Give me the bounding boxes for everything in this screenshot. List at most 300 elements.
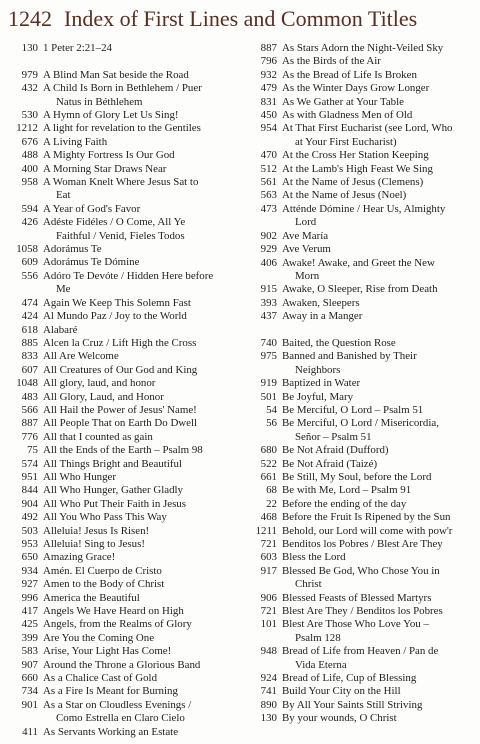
hymn-title-line: America the Beautiful bbox=[43, 591, 140, 604]
index-entry bbox=[245, 592, 475, 605]
hymn-number: 958 bbox=[21, 176, 38, 189]
hymn-title-line: Blessed Feasts of Blessed Martyrs bbox=[282, 591, 432, 604]
hymn-title-line: A Morning Star Draws Near bbox=[43, 162, 167, 175]
index-entry bbox=[6, 444, 236, 457]
hymn-title bbox=[282, 605, 475, 618]
hymn-number: 741 bbox=[260, 685, 277, 698]
index-entry bbox=[245, 525, 475, 538]
hymn-title bbox=[43, 176, 236, 203]
hymn-title-line: All Who Hunger bbox=[43, 470, 116, 483]
hymn-number: 470 bbox=[260, 149, 277, 162]
hymn-title-line: Alcen la Cruz / Lift High the Cross bbox=[43, 336, 197, 349]
hymn-title-continuation: Vida Eterna bbox=[295, 658, 347, 671]
index-entry bbox=[245, 257, 475, 284]
index-entry bbox=[245, 685, 475, 698]
hymn-number: 425 bbox=[21, 618, 38, 631]
hymn-title bbox=[282, 685, 475, 698]
hymn-title-line: All the Ends of the Earth – Psalm 98 bbox=[43, 444, 203, 457]
hymn-title bbox=[282, 538, 475, 551]
hymn-title bbox=[282, 310, 475, 323]
hymn-title bbox=[43, 592, 236, 605]
hymn-title-line: Are You the Coming One bbox=[43, 631, 155, 644]
index-entry bbox=[6, 122, 236, 135]
hymn-title-continuation: Me bbox=[56, 283, 71, 296]
hymn-title-line: Be with Me, Lord – Psalm 91 bbox=[282, 484, 412, 497]
hymn-title-line: A Woman Knelt Where Jesus Sat to bbox=[43, 176, 199, 189]
index-entry bbox=[6, 605, 236, 618]
index-entry bbox=[245, 163, 475, 176]
hymn-title bbox=[43, 618, 236, 631]
hymn-number: 833 bbox=[21, 350, 38, 363]
index-entry bbox=[6, 618, 236, 631]
hymn-number: 432 bbox=[21, 82, 38, 95]
hymn-number: 574 bbox=[21, 457, 38, 470]
hymn-number: 618 bbox=[21, 323, 38, 336]
hymn-number: 22 bbox=[266, 497, 277, 510]
hymn-title bbox=[43, 69, 236, 82]
hymn-title-line: At That First Eucharist (see Lord, Who bbox=[282, 122, 453, 135]
hymn-title-line: All Are Welcome bbox=[43, 350, 119, 363]
hymn-title bbox=[43, 163, 236, 176]
index-entry bbox=[245, 498, 475, 511]
hymn-title bbox=[282, 592, 475, 605]
index-entry bbox=[6, 297, 236, 310]
hymn-number: 917 bbox=[260, 564, 277, 577]
hymn-title bbox=[282, 337, 475, 350]
hymn-number: 902 bbox=[260, 229, 277, 242]
hymn-title-line: At the Name of Jesus (Noel) bbox=[282, 189, 407, 202]
hymn-title-line: A light for revelation to the Gentiles bbox=[43, 122, 201, 135]
hymn-number: 473 bbox=[260, 202, 277, 215]
hymn-number: 796 bbox=[260, 55, 277, 68]
hymn-title bbox=[282, 122, 475, 149]
hymn-title-line: Ave Verum bbox=[282, 243, 331, 256]
hymn-number: 1211 bbox=[255, 524, 277, 537]
hymn-number: 563 bbox=[260, 189, 277, 202]
index-entry bbox=[6, 578, 236, 591]
hymn-number: 474 bbox=[21, 296, 38, 309]
hymn-number: 503 bbox=[21, 524, 38, 537]
hymn-title-line: As Stars Adorn the Night-Veiled Sky bbox=[282, 42, 444, 54]
index-entry bbox=[6, 377, 236, 390]
index-entry bbox=[245, 645, 475, 672]
hymn-title-line: Away in a Manger bbox=[282, 310, 363, 323]
hymn-number: 479 bbox=[260, 82, 277, 95]
hymn-title bbox=[43, 324, 236, 337]
index-entry bbox=[6, 109, 236, 122]
hymn-title-line: Around the Throne a Glorious Band bbox=[43, 658, 201, 671]
hymn-title-line: As a Chalice Cast of Gold bbox=[43, 672, 158, 685]
hymn-title-line: Be Merciful, O Lord / Misericordia, bbox=[282, 417, 439, 430]
index-entry bbox=[245, 391, 475, 404]
index-entry bbox=[245, 310, 475, 323]
hymn-title bbox=[282, 417, 475, 444]
hymn-title-line: Alleluia! Jesus Is Risen! bbox=[43, 524, 150, 537]
hymn-title-line: As We Gather at Your Table bbox=[282, 95, 404, 108]
hymn-title bbox=[282, 230, 475, 243]
hymn-title-line: Again We Keep This Solemn Fast bbox=[43, 296, 191, 309]
hymn-number: 561 bbox=[260, 176, 277, 189]
hymn-number: 130 bbox=[260, 712, 277, 725]
hymn-title bbox=[43, 484, 236, 497]
hymn-number: 426 bbox=[21, 216, 38, 229]
hymn-title-line: All Hail the Power of Jesus' Name! bbox=[43, 403, 197, 416]
hymn-title-continuation: at Your First Eucharist) bbox=[295, 135, 397, 148]
index-entry bbox=[245, 712, 475, 725]
hymn-title bbox=[282, 551, 475, 564]
hymn-number: 566 bbox=[21, 403, 38, 416]
hymn-number: 68 bbox=[266, 484, 277, 497]
hymn-title-continuation: Christ bbox=[295, 578, 322, 591]
hymn-title-line: By your wounds, O Christ bbox=[282, 712, 397, 725]
hymn-number: 975 bbox=[260, 350, 277, 363]
hymn-title bbox=[43, 538, 236, 551]
index-entry bbox=[6, 431, 236, 444]
hymn-number: 56 bbox=[266, 417, 277, 430]
hymn-number: 468 bbox=[260, 511, 277, 524]
hymn-title bbox=[282, 203, 475, 230]
hymn-number: 996 bbox=[21, 591, 38, 604]
hymn-title bbox=[282, 42, 475, 55]
index-entry bbox=[6, 163, 236, 176]
index-entry bbox=[6, 511, 236, 524]
hymn-number: 1212 bbox=[16, 122, 38, 135]
index-entry bbox=[245, 96, 475, 109]
hymn-title-line: All glory, laud, and honor bbox=[43, 377, 156, 390]
hymn-number: 411 bbox=[22, 725, 38, 738]
index-column-right bbox=[245, 42, 475, 726]
hymn-title bbox=[282, 404, 475, 417]
hymn-title-line: Blessed Be God, Who Chose You in bbox=[282, 564, 440, 577]
hymn-title-line: As a Star on Cloudless Evenings / bbox=[43, 698, 192, 711]
hymn-title bbox=[282, 444, 475, 457]
index-entry bbox=[245, 55, 475, 68]
index-entry bbox=[6, 458, 236, 471]
hymn-number: 661 bbox=[260, 470, 277, 483]
hymn-number: 1048 bbox=[16, 377, 38, 390]
hymn-number: 492 bbox=[21, 511, 38, 524]
index-entry bbox=[6, 391, 236, 404]
hymn-number: 734 bbox=[21, 685, 38, 698]
hymn-title bbox=[282, 484, 475, 497]
hymn-title-continuation: Psalm 128 bbox=[295, 631, 341, 644]
hymn-number: 101 bbox=[260, 618, 277, 631]
section-gap bbox=[245, 324, 475, 337]
hymn-number: 953 bbox=[21, 538, 38, 551]
hymn-title-line: Ave María bbox=[282, 229, 329, 242]
hymn-number: 437 bbox=[260, 310, 277, 323]
index-entry bbox=[6, 82, 236, 109]
index-entry bbox=[245, 538, 475, 551]
hymn-title-line: Alabaré bbox=[43, 323, 78, 336]
hymn-title-line: Awaken, Sleepers bbox=[282, 296, 360, 309]
index-entry bbox=[6, 149, 236, 162]
hymn-number: 522 bbox=[260, 457, 277, 470]
hymn-title-line: Benditos los Pobres / Blest Are They bbox=[282, 538, 443, 551]
hymn-title-line: Adóro Te Devóte / Hidden Here before bbox=[43, 269, 214, 282]
hymn-title-continuation: Eat bbox=[56, 189, 71, 202]
index-entry bbox=[245, 484, 475, 497]
hymn-title-line: Blest Are Those Who Love You – bbox=[282, 618, 429, 631]
index-entry bbox=[6, 592, 236, 605]
index-entry bbox=[245, 297, 475, 310]
index-entry bbox=[6, 270, 236, 297]
index-entry bbox=[6, 256, 236, 269]
index-entry bbox=[6, 551, 236, 564]
index-entry bbox=[6, 350, 236, 363]
hymn-title bbox=[43, 404, 236, 417]
hymn-title-line: All Who Hunger, Gather Gladly bbox=[43, 484, 183, 497]
hymn-number: 603 bbox=[260, 551, 277, 564]
hymn-title-line: Before the ending of the day bbox=[282, 497, 407, 510]
hymn-title-line: All Glory, Laud, and Honor bbox=[43, 390, 164, 403]
index-entry bbox=[6, 498, 236, 511]
hymn-title bbox=[282, 645, 475, 672]
hymn-title bbox=[282, 176, 475, 189]
hymn-number: 831 bbox=[260, 95, 277, 108]
hymn-number: 680 bbox=[260, 444, 277, 457]
hymn-number: 512 bbox=[260, 162, 277, 175]
index-entry bbox=[245, 189, 475, 202]
index-entry bbox=[245, 511, 475, 524]
hymn-number: 948 bbox=[260, 645, 277, 658]
index-entry bbox=[245, 404, 475, 417]
hymn-title-line: Amén. El Cuerpo de Cristo bbox=[43, 564, 162, 577]
hymn-number: 844 bbox=[21, 484, 38, 497]
index-column-left bbox=[6, 42, 236, 739]
hymn-title-line: As with Gladness Men of Old bbox=[282, 109, 413, 122]
index-entry bbox=[6, 685, 236, 698]
hymn-number: 660 bbox=[21, 672, 38, 685]
hymn-number: 609 bbox=[21, 256, 38, 269]
hymn-title-continuation: Natus in Béthlehem bbox=[56, 95, 143, 108]
hymn-number: 901 bbox=[21, 698, 38, 711]
index-entry bbox=[6, 203, 236, 216]
hymn-title bbox=[43, 377, 236, 390]
index-entry bbox=[6, 136, 236, 149]
hymn-title-line: All You Who Pass This Way bbox=[43, 511, 167, 524]
index-entry bbox=[245, 565, 475, 592]
hymn-number: 924 bbox=[260, 672, 277, 685]
hymn-title bbox=[43, 605, 236, 618]
hymn-title-line: Bless the Lord bbox=[282, 551, 346, 564]
index-entry bbox=[245, 551, 475, 564]
hymn-number: 721 bbox=[260, 538, 277, 551]
hymn-title-line: As Servants Working an Estate bbox=[43, 725, 179, 738]
hymn-title-line: A Blind Man Sat beside the Road bbox=[43, 68, 189, 81]
index-entry bbox=[6, 672, 236, 685]
index-entry bbox=[245, 377, 475, 390]
hymn-title-line: Alleluia! Sing to Jesus! bbox=[43, 538, 145, 551]
hymn-title-line: Adorámus Te bbox=[43, 243, 102, 256]
hymn-title bbox=[43, 551, 236, 564]
index-entry bbox=[245, 230, 475, 243]
hymn-title bbox=[43, 525, 236, 538]
hymn-title-line: Behold, our Lord will come with pow'r bbox=[282, 524, 453, 537]
index-entry bbox=[6, 645, 236, 658]
hymn-title-line: Be Merciful, O Lord – Psalm 51 bbox=[282, 403, 424, 416]
index-entry bbox=[6, 659, 236, 672]
hymn-title bbox=[43, 109, 236, 122]
hymn-title-line: All People That on Earth Do Dwell bbox=[43, 417, 198, 430]
hymn-title bbox=[282, 69, 475, 82]
hymn-title-line: As a Fire Is Meant for Burning bbox=[43, 685, 178, 698]
hymn-number: 594 bbox=[21, 202, 38, 215]
index-entry bbox=[6, 243, 236, 256]
hymn-number: 583 bbox=[21, 645, 38, 658]
index-entry bbox=[245, 471, 475, 484]
hymn-title-line: Awake, O Sleeper, Rise from Death bbox=[282, 283, 438, 296]
hymn-title-line: By All Your Saints Still Striving bbox=[282, 698, 423, 711]
hymn-title-line: Atténde Dómine / Hear Us, Almighty bbox=[282, 202, 446, 215]
hymn-title bbox=[282, 109, 475, 122]
index-entry bbox=[6, 417, 236, 430]
hymn-title bbox=[282, 511, 475, 524]
hymn-title bbox=[282, 618, 475, 645]
hymn-title-line: Adorámus Te Dómine bbox=[43, 256, 140, 269]
hymn-title-line: A Hymn of Glory Let Us Sing! bbox=[43, 109, 179, 122]
hymn-number: 915 bbox=[260, 283, 277, 296]
hymn-number: 676 bbox=[21, 135, 38, 148]
hymn-title-continuation: Faithful / Venid, Fieles Todos bbox=[56, 229, 185, 242]
hymn-title bbox=[282, 163, 475, 176]
hymn-number: 954 bbox=[260, 122, 277, 135]
hymn-title-line: All that I counted as gain bbox=[43, 430, 153, 443]
hymn-title bbox=[43, 726, 236, 739]
index-entry bbox=[6, 176, 236, 203]
hymn-title bbox=[43, 149, 236, 162]
hymn-title bbox=[43, 699, 236, 726]
index-entry bbox=[6, 324, 236, 337]
hymn-title bbox=[43, 458, 236, 471]
index-entry bbox=[245, 417, 475, 444]
hymn-title-line: Baptized in Water bbox=[282, 377, 361, 390]
index-entry bbox=[6, 484, 236, 497]
index-entry bbox=[6, 632, 236, 645]
hymn-title-line: 1 Peter 2:21–24 bbox=[43, 42, 112, 54]
hymn-title bbox=[43, 645, 236, 658]
hymn-title bbox=[282, 525, 475, 538]
hymn-title bbox=[43, 216, 236, 243]
index-entry bbox=[6, 337, 236, 350]
hymn-number: 979 bbox=[21, 68, 38, 81]
hymn-title-continuation: Lord bbox=[295, 216, 317, 229]
hymn-number: 906 bbox=[260, 591, 277, 604]
hymn-title bbox=[282, 377, 475, 390]
hymn-title-line: Before the Fruit Is Ripened by the Sun bbox=[282, 511, 451, 524]
hymn-title bbox=[282, 55, 475, 68]
hymn-title bbox=[282, 189, 475, 202]
hymn-title bbox=[282, 82, 475, 95]
index-entry bbox=[6, 310, 236, 323]
hymn-title-line: As the Bread of Life Is Broken bbox=[282, 68, 417, 81]
hymn-title bbox=[43, 136, 236, 149]
hymn-number: 1058 bbox=[16, 243, 38, 256]
hymn-title-continuation: Neighbors bbox=[295, 363, 341, 376]
hymn-title-line: Arise, Your Light Has Come! bbox=[43, 645, 172, 658]
hymn-number: 927 bbox=[21, 578, 38, 591]
hymn-number: 417 bbox=[21, 605, 38, 618]
index-entry bbox=[245, 42, 475, 55]
hymn-number: 488 bbox=[21, 149, 38, 162]
hymn-title-line: At the Lamb's High Feast We Sing bbox=[282, 162, 433, 175]
hymn-title bbox=[282, 712, 475, 725]
section-gap bbox=[6, 55, 236, 68]
hymn-title bbox=[43, 578, 236, 591]
hymn-title bbox=[282, 699, 475, 712]
hymn-number: 907 bbox=[21, 658, 38, 671]
hymn-title-line: Amazing Grace! bbox=[43, 551, 116, 564]
hymn-title bbox=[282, 96, 475, 109]
index-entry bbox=[245, 203, 475, 230]
hymn-title bbox=[43, 42, 236, 55]
hymn-number: 650 bbox=[21, 551, 38, 564]
hymn-title-line: Angels, from the Realms of Glory bbox=[43, 618, 192, 631]
index-entry bbox=[245, 82, 475, 95]
hymn-number: 483 bbox=[21, 390, 38, 403]
hymn-title bbox=[43, 444, 236, 457]
hymn-title-line: Al Mundo Paz / Joy to the World bbox=[43, 310, 187, 323]
hymn-title-line: As the Winter Days Grow Longer bbox=[282, 82, 430, 95]
hymn-title-line: Be Joyful, Mary bbox=[282, 390, 354, 403]
hymn-title-line: Adéste Fidéles / O Come, All Ye bbox=[43, 216, 186, 229]
index-entry bbox=[245, 122, 475, 149]
hymn-title bbox=[43, 243, 236, 256]
hymn-title bbox=[282, 391, 475, 404]
hymn-number: 951 bbox=[21, 470, 38, 483]
hymn-title-line: A Living Faith bbox=[43, 135, 108, 148]
hymn-title bbox=[43, 659, 236, 672]
hymn-number: 556 bbox=[21, 269, 38, 282]
hymn-title bbox=[43, 256, 236, 269]
index-entry bbox=[6, 364, 236, 377]
hymn-title-line: All Creatures of Our God and King bbox=[43, 363, 198, 376]
hymn-title bbox=[43, 511, 236, 524]
hymn-title bbox=[43, 203, 236, 216]
index-entry bbox=[245, 149, 475, 162]
hymn-title-line: Bread of Life, Cup of Blessing bbox=[282, 672, 417, 685]
hymn-title-line: Angels We Have Heard on High bbox=[43, 605, 184, 618]
hymn-title-line: Bread of Life from Heaven / Pan de bbox=[282, 645, 439, 658]
hymn-number: 934 bbox=[21, 564, 38, 577]
index-entry bbox=[245, 699, 475, 712]
hymn-number: 450 bbox=[260, 109, 277, 122]
hymn-title-line: A Child Is Born in Bethlehem / Puer bbox=[43, 82, 202, 95]
hymn-title bbox=[43, 364, 236, 377]
hymn-title bbox=[282, 297, 475, 310]
index-entry bbox=[245, 458, 475, 471]
index-entry bbox=[245, 618, 475, 645]
hymn-title bbox=[43, 471, 236, 484]
index-entry bbox=[245, 283, 475, 296]
hymn-title bbox=[43, 431, 236, 444]
index-entry bbox=[245, 444, 475, 457]
hymn-number: 887 bbox=[260, 42, 277, 54]
hymn-number: 399 bbox=[21, 631, 38, 644]
hymn-title-line: Banned and Banished by Their bbox=[282, 350, 417, 363]
hymn-number: 721 bbox=[260, 605, 277, 618]
index-entry bbox=[6, 69, 236, 82]
index-entry bbox=[245, 350, 475, 377]
hymn-title-continuation: Señor – Psalm 51 bbox=[295, 430, 372, 443]
hymn-title bbox=[43, 337, 236, 350]
hymn-number: 54 bbox=[266, 403, 277, 416]
hymn-number: 393 bbox=[260, 296, 277, 309]
hymn-title bbox=[282, 498, 475, 511]
hymn-title bbox=[282, 149, 475, 162]
hymn-title bbox=[43, 391, 236, 404]
hymn-title-line: Be Not Afraid (Dufford) bbox=[282, 444, 389, 457]
